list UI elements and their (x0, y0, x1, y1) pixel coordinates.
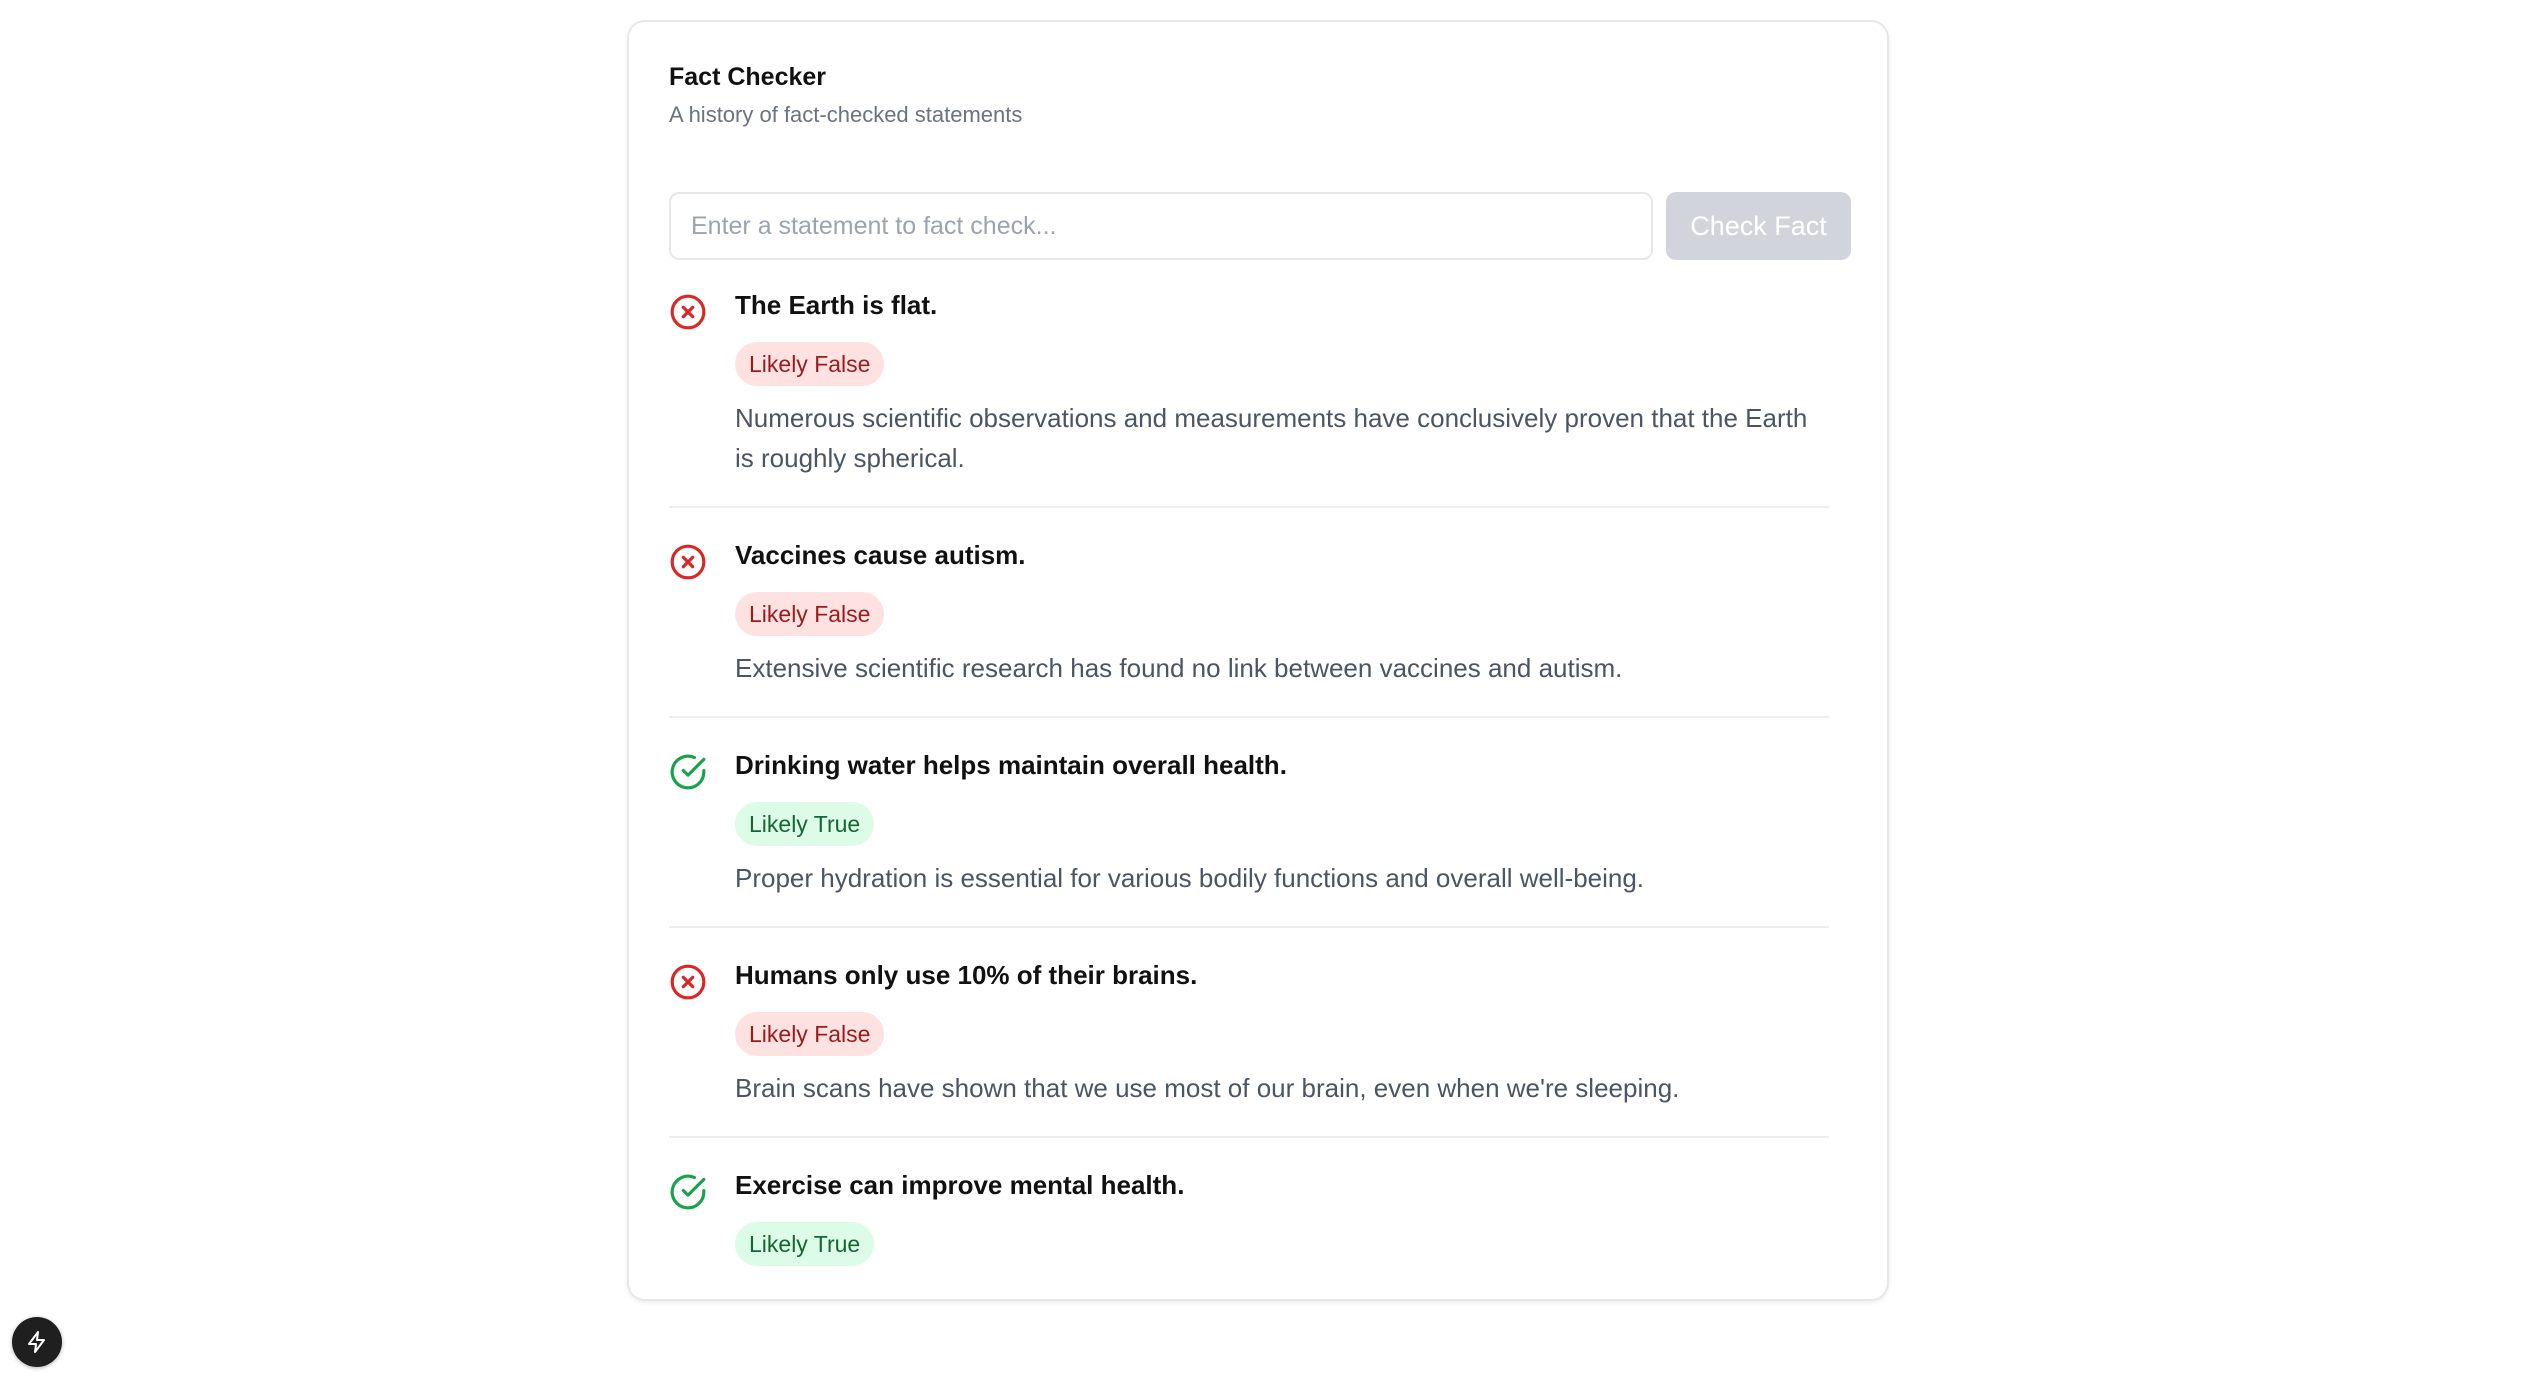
page-subtitle: A history of fact-checked statements (669, 102, 1023, 127)
fact-explanation: Numerous scientific observations and measurements have conclusively proven that the Earth is roughly spherical. (735, 403, 1808, 473)
card-content (669, 60, 1851, 1257)
fact-item (669, 538, 1829, 718)
fact-checker-card (627, 20, 1889, 1301)
statement-input[interactable] (669, 192, 1653, 260)
verdict-badge: Likely True (735, 1222, 874, 1266)
fact-history-list[interactable] (669, 288, 1829, 1284)
check-fact-button[interactable]: Check Fact (1666, 192, 1851, 260)
x-circle-icon (669, 293, 707, 331)
verdict-badge: Likely True (735, 802, 874, 846)
fact-statement: The Earth is flat. (735, 290, 938, 320)
fact-explanation: Proper hydration is essential for various bodily functions and overall well-being. (735, 863, 1645, 893)
verdict-badge: Likely False (735, 592, 884, 636)
page-title: Fact Checker (669, 63, 827, 91)
fact-item (669, 1168, 1829, 1284)
fact-check-form (669, 192, 1851, 260)
fact-item (669, 288, 1829, 508)
check-circle-icon (669, 753, 707, 791)
check-circle-icon (669, 1173, 707, 1211)
fact-item (669, 748, 1829, 928)
fact-item (669, 958, 1829, 1138)
fact-statement: Vaccines cause autism. (735, 540, 1026, 570)
lightning-bolt-icon (25, 1330, 49, 1354)
fact-statement: Drinking water helps maintain overall health. (735, 750, 1287, 780)
fact-statement: Humans only use 10% of their brains. (735, 960, 1198, 990)
fact-statement: Exercise can improve mental health. (735, 1170, 1185, 1200)
x-circle-icon (669, 543, 707, 581)
verdict-badge: Likely False (735, 1012, 884, 1056)
fact-explanation: Extensive scientific research has found no link between vaccines and autism. (735, 653, 1623, 683)
dev-tools-button[interactable] (12, 1317, 62, 1367)
fact-explanation: Brain scans have shown that we use most of our brain, even when we're sleeping. (735, 1073, 1680, 1103)
x-circle-icon (669, 963, 707, 1001)
verdict-badge: Likely False (735, 342, 884, 386)
